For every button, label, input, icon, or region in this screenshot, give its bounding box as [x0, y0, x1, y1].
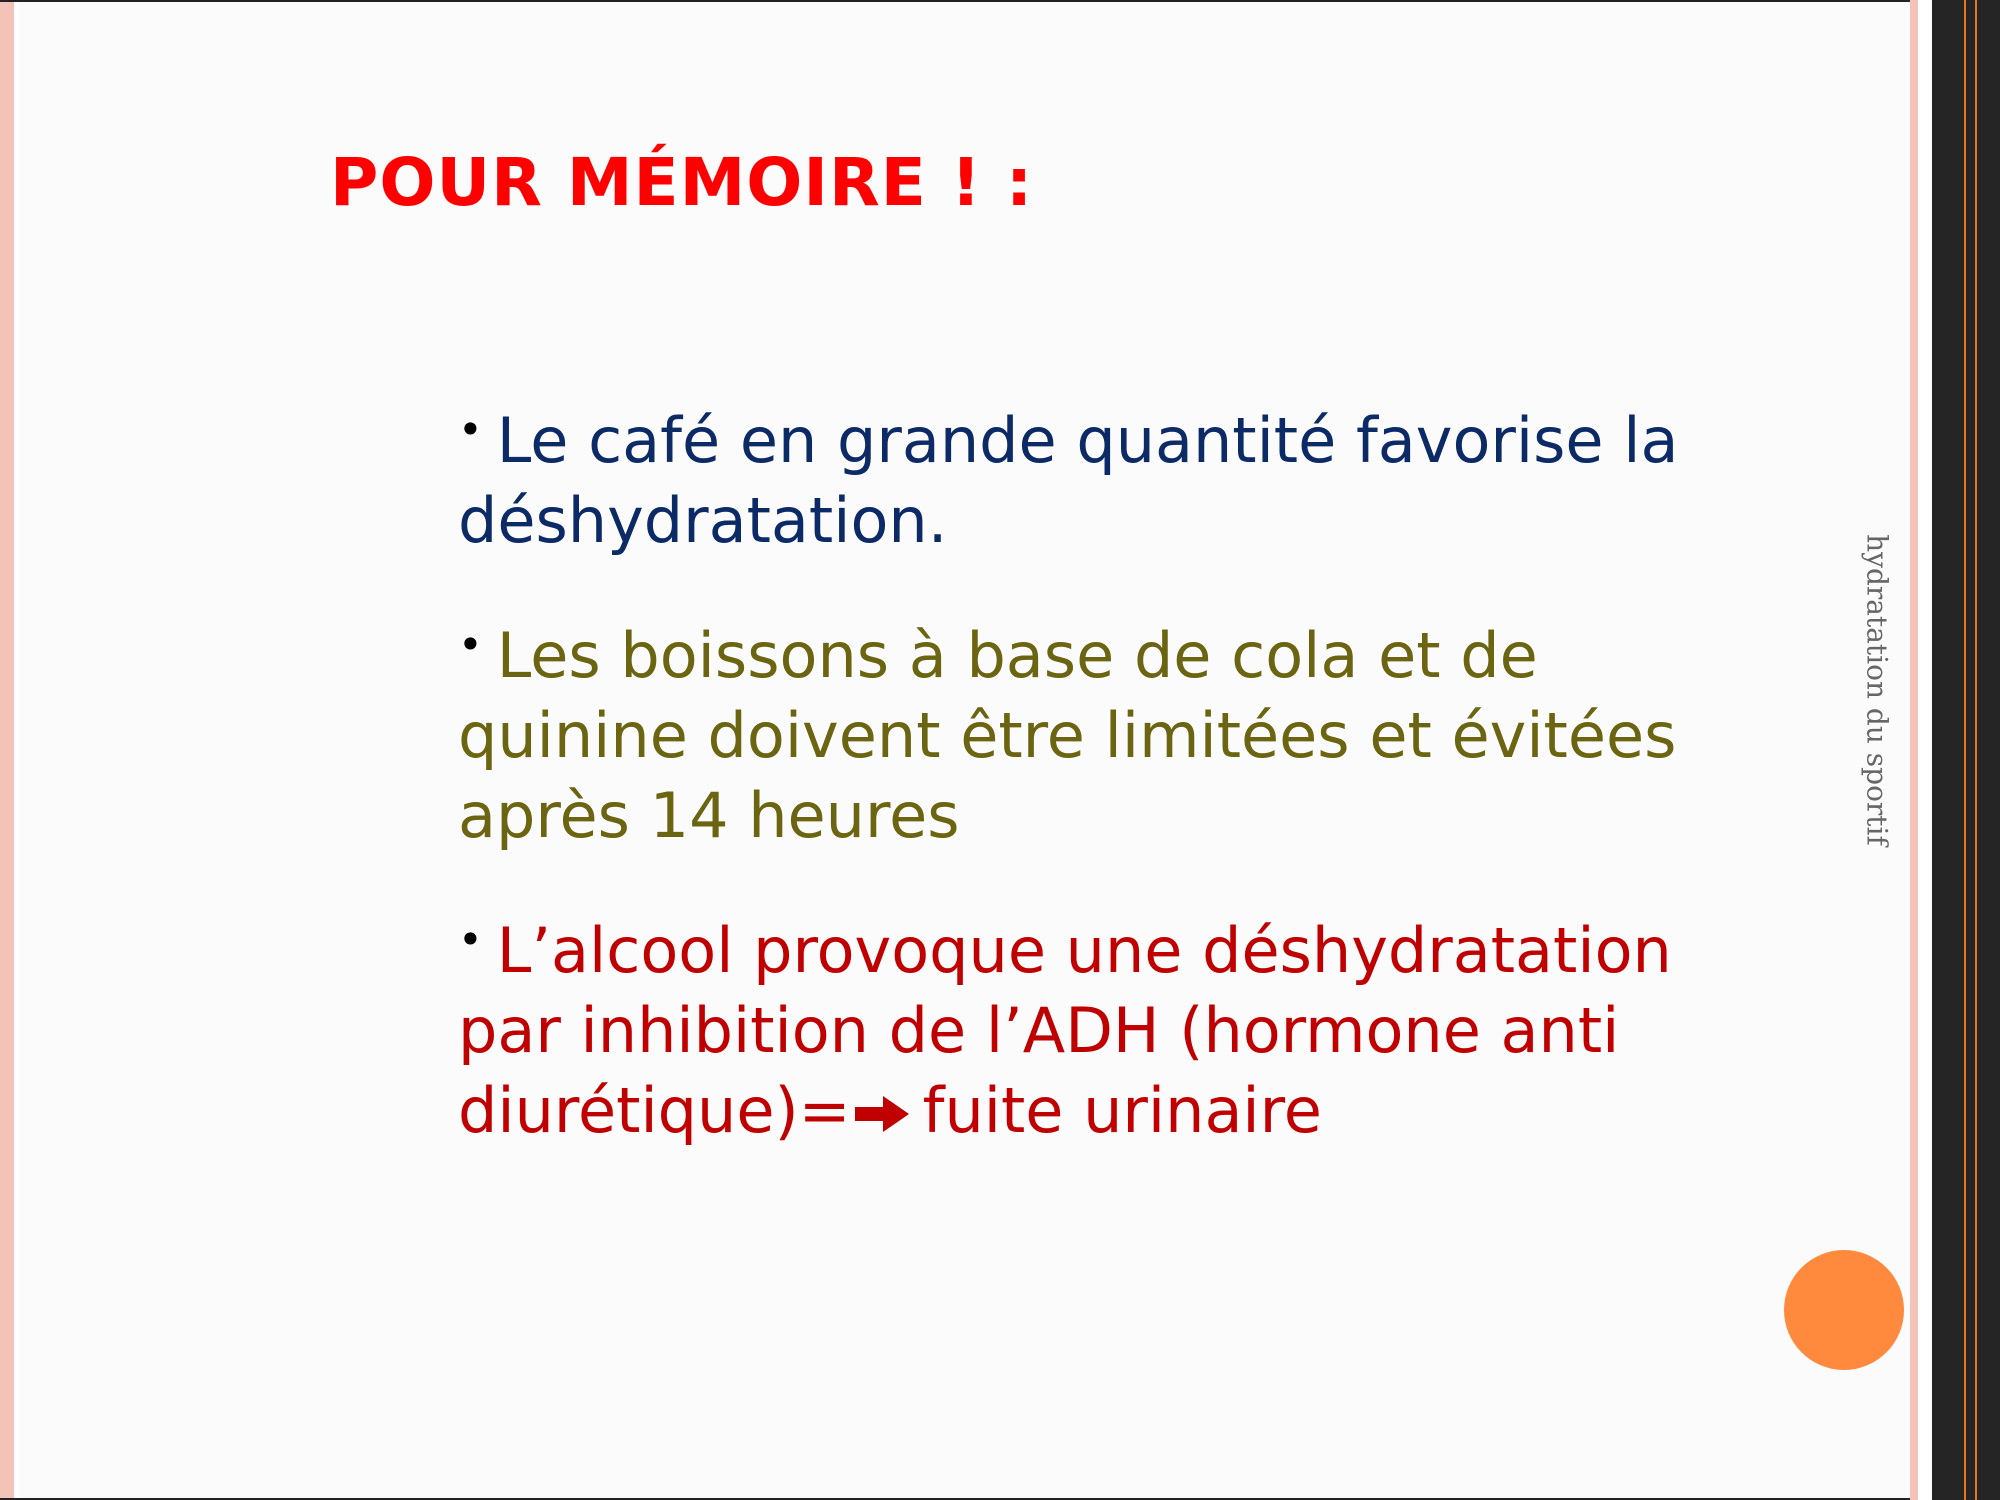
bullet-dot-icon: •: [458, 620, 483, 669]
bullet-item-alcohol: [458, 900, 1698, 1151]
left-border-gap: [14, 0, 19, 1500]
slide-title: POUR MÉMOIRE ! :: [330, 144, 1034, 221]
bullet-text: L’alcool provoque une déshydratation par inhibition de l’ADH (hormone anti diurétique)=: [458, 914, 1672, 1147]
right-arrow-icon: [853, 1094, 911, 1134]
top-frame-line: [0, 0, 2000, 2]
bullet-item-coffee: [458, 390, 1698, 561]
orange-circle-decoration: [1784, 1250, 1904, 1370]
bullet-text: Le café en grande quantité favorise la déshydratation.: [458, 404, 1679, 557]
right-dark-band: [1932, 0, 2000, 1500]
bullet-text: Les boissons à base de cola et de quinine doivent être limitées et évitées après 14 heures: [458, 619, 1677, 852]
bullet-item-cola: [458, 605, 1698, 856]
bullet-dot-icon: •: [458, 915, 483, 964]
left-border-stripe: [0, 0, 14, 1500]
bullet-list: [458, 390, 1698, 1195]
bullet-dot-icon: •: [458, 405, 483, 454]
bullet-text-continuation: fuite urinaire: [922, 1074, 1322, 1147]
right-orange-line: [1964, 0, 1966, 1500]
side-footer-label: hydratation du sportif: [1860, 534, 1894, 846]
right-border-gap: [1918, 0, 1932, 1500]
right-border-stripe: [1910, 0, 1918, 1500]
right-orange-line: [1975, 0, 1977, 1500]
